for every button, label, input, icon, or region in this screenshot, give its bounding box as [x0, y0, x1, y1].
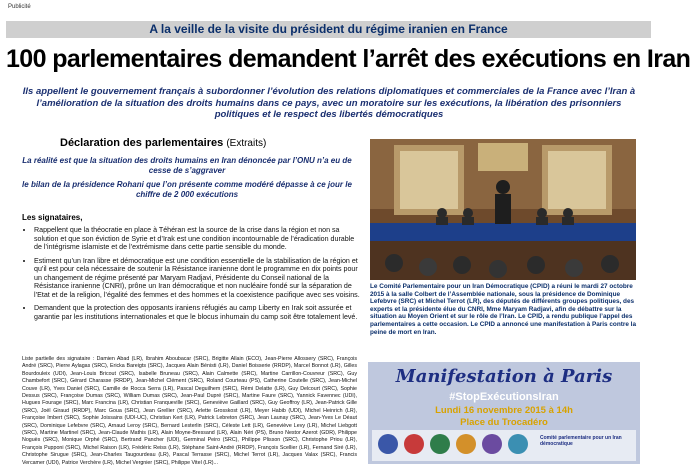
pull-quote-1: La réalité est que la situation des droits humains en Iran dénoncée par l’ONU n’a eu de cesse de s’aggraver — [22, 156, 352, 175]
poster-footer: Comité parlementaire pour un Iran démocratique — [540, 435, 622, 447]
declaration-title: Déclaration des parlementaires — [60, 137, 224, 149]
logo-icon — [456, 434, 476, 454]
logo-icon — [482, 434, 502, 454]
event-photo — [370, 139, 636, 280]
poster-place: Place du Trocadéro — [460, 417, 548, 428]
partner-logos — [372, 430, 636, 461]
logo-icon — [508, 434, 528, 454]
headline: 100 parlementaires demandent l’arrêt des exécutions en Iran — [6, 45, 690, 73]
kicker-band: A la veille de la visite du président du régime iranien en France — [6, 21, 651, 38]
event-photo-illustration — [370, 139, 636, 280]
pull-quote-2: le bilan de la présidence Rohani que l’on présente comme modéré dépasse à ce jour le chiffre de 2 000 exécutions — [22, 180, 352, 199]
event-poster — [368, 362, 640, 464]
pull-quote — [22, 156, 352, 200]
poster-date: Lundi 16 novembre 2015 à 14h — [435, 405, 573, 416]
lede: Ils appellent le gouvernement français à subordonner l’évolution des relations diplomatiques et commerciales de la France avec l’Iran à l’amélioration de la situation des droits humains dans ce pays, avec un moratoire sur les exécutions, la libération des prisonniers politiques et le respect des libertés démocratiques — [22, 86, 636, 120]
signatories-list: Liste partielle des signataire : Damien Abad (LR), Ibrahim Aboubacar (SRC), Brigitte Allain (ECO), Jean-Pierre Allossery (SRC), François André (SRC), Pierre Aylagas (SRC), Ericka Bareigts (SRC), Jacques Alain Bénisti (LR), Daniel Boisserie (RRDP), Marcel Bonnot (LR), Gilles Bourdouleix (UDI), Jean-Louis Bricout (SRC), Isabelle Bruneau (SRC), Alain Calmette (SRC), Martine Carrillon-Couvreur (SRC), Guy Chambefort (SRC), Gérard Charasse (RRDP), Jean-Michel Clément (SRC), Roland Courteau (PS), Catherine Coutelle (SRC), Jean-Michel Couve (LR), Yves Daniel (SRC), Camille de Rocca Serra (LR), Pascal Deguilhem (SRC), Rémi Delatte (LR), Guy Delcourt (SRC), Sophie Dessus (SRC), Françoise Dumas (SRC), William Dumas (SRC), Jean-Paul Dupré (SRC), Martine Faure (SRC), Yannick Favennec (UDI), Hugues Fourage (SRC), Marc Francina (LR), Christian Franqueville (SRC), Geneviève Gaillard (SRC), Guy Geoffroy (LR), Jean-Patrick Gille (SRC), Joël Giraud (RRDP), Marc Goua (SRC), Jean Grellier (SRC), Arlette Grosskost (LR), Meyer Habib (UDI), Michel Heinrich (LR), Françoise Imbert (SRC), Sophie Joissains (UDI-UC), Christian Kert (LR), Patrick Lebreton (SRC), Jean Launay (SRC), Jean-Yves Le Déaut (SRC), Dominique Lefebvre (SRC), Arnaud Leroy (SRC), Bernard Lesterlin (SRC), Céleste Lett (LR), Geneviève Levy (LR), Michel Liebgott (SRC), Martine Martinel (SRC), Jean-Claude Mathis (LR), Alain Moyne-Bressand (LR), Alain Néri (PS), Bruno Nestor Azerot (GDR), Philippe Noguès (SRC), Monique Orphé (SRC), Bertrand Pancher (UDI), Germinal Peiro (SRC), Philippe Plisson (SRC), Christophe Priou (LR), François Pupponi (SRC), Michel Raison (LR), Frédéric Reiss (LR), Stéphane Saint-André (RRDP), François Scellier (LR), Fernand Siré (LR), Christophe Sirugue (SRC), Jean-Charles Taugourdeau (LR), Pascal Terrasse (SRC), Michel Terrot (LR), Jacques Valax (SRC), Francis Vercamer (UDI), Patrice Verchère (LR), Michel Vergnier (SRC), Philippe Vitel (LR)... — [22, 356, 357, 466]
signatories-label: Les signataires, — [22, 213, 83, 222]
advertisement-tag: Publicité — [8, 4, 31, 10]
declaration-point: • Estiment qu’un Iran libre et démocratique est une condition essentielle de la stabilisation de la région et qu’il est pour cela nécessaire de soutenir la Résistance iranienne dont le programme en dix points pour un changement de régime présenté par Maryam Radjavi, Présidente du Conseil national de la Résistance iranienne (CNRI), prône un Iran démocratique et non nucléaire fondé sur la séparation de l’Etat et de la religion, l’égalité des femmes et des hommes et la coexistence pacifique avec ses voisins. — [34, 257, 364, 300]
poster-hashtag: #StopExécutionsIran — [449, 391, 559, 403]
declaration-points — [22, 226, 364, 326]
logo-icon — [404, 434, 424, 454]
declaration-subtitle: (Extraits) — [226, 138, 267, 149]
declaration-point: • Rappellent que la théocratie en place à Téhéran est la source de la crise dans la région et non sa solution et que son éviction de Syrie et d’Irak est une condition incontournable de l’éradication durable de l’intégrisme islamiste et de l’extrémisme dans cette partie sensible du monde. — [34, 226, 364, 252]
photo-caption: Le Comité Parlementaire pour un Iran Démocratique (CPID) a réuni le mardi 27 octobre 2015 à la salle Colbert de l’Assemblée nationale, sous la présidence de Dominique Lefebvre (SRC) et Michel Terrot (LR), des députés de différents groupes politiques, des experts et la présidente élue du CNRI, Mme Maryam Radjavi, afin de débattre sur la situation au Moyen Orient et sur le rôle de l’Iran. Le CPID, a rendu publique l’appel des parlementaires a cette occasion. Le CPID a annoncé une manifestation à Paris contre la peine de mort en Iran. — [370, 283, 637, 336]
declaration-point: • Demandent que la protection des opposants iraniens réfugiés au camp Liberty en Irak soit assurée et garantie par les institutions internationales et que le blocus inhumain du camp soit être totalement levé. — [34, 304, 364, 321]
declaration-heading — [60, 137, 266, 149]
logo-icon — [378, 434, 398, 454]
poster-title: Manifestation à Paris — [395, 366, 613, 387]
logo-icon — [430, 434, 450, 454]
